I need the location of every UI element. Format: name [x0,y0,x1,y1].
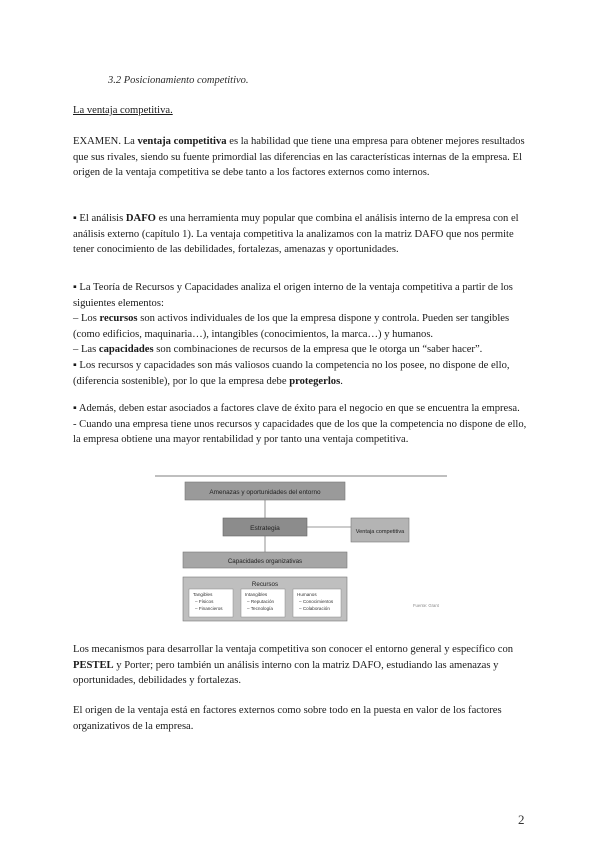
diagram-label-advantage: Ventaja competitiva [355,529,405,535]
diagram-intangible-item-2: – Tecnología [247,606,273,611]
paragraph-origin: El origen de la ventaja está en factores externos como sobre todo en la puesta en valor de los factores organizativos de la empresa. [73,705,502,732]
subheading: La ventaja competitiva. [73,105,173,116]
diagram-human-item-1: – Conocimientos [299,599,334,604]
diagram-human-title: Humanos [297,592,317,597]
section-title: 3.2 Posicionamiento competitivo. [108,75,249,86]
paragraph-mechanisms: Los mecanismos para desarrollar la ventaja competitiva son conocer el entorno general y específico con PESTEL y Porter; pero también un análisis interno con la matriz DAFO, estudiando las amenazas y oportunidades, debilidades y fortalezas. [73,644,514,687]
key-factors-advantage: - Cuando una empresa tiene unos recursos y capacidades que de los que la competencia no dispone de ello, la empresa obtiene una mayor rentabilidad y por tanto una ventaja competitiva. [73,418,527,446]
diagram-tangible-item-2: – Financieros [195,606,223,611]
list-item-proteccion: ▪ Los recursos y capacidades son más valiosos cuando la competencia no los posee, no dispone de ello, (diferencia sostenible), por lo que la empresa debe protegerlos. [73,359,510,387]
diagram-label-strategy: Estrategia [250,525,280,532]
list-item-capacidades: – Las capacidades son combinaciones de recursos de la empresa que le otorga un “saber hacer”. [73,344,483,356]
diagram-source: Fuente: Grant [413,603,439,608]
paragraph-definition: EXAMEN. La ventaja competitiva es la habilidad que tiene una empresa para obtener mejores resultados que sus rivales, siendo su fuente primordial las diferencias en las características internas de la empresa. El origen de la ventaja competitiva se debe tanto a los factores externos como internos. [73,136,525,179]
diagram-intangible-item-1: – Reputación [247,599,275,604]
diagram-label-environment: Amenazas y oportunidades del entorno [209,489,321,496]
diagram-label-capacities: Capacidades organizativas [227,558,303,565]
key-factors-line: ▪ Además, deben estar asociados a factores clave de éxito para el negocio en que se encuentra la empresa. [73,403,520,414]
resources-theory-intro: ▪ La Teoría de Recursos y Capacidades analiza el origen interno de la ventaja competitiva a partir de los siguientes elementos: [73,282,513,309]
competitive-advantage-diagram [155,474,449,626]
paragraph-dafo: ▪ El análisis DAFO es una herramienta muy popular que combina el análisis interno de la empresa con el análisis externo (capítulo 1). La ventaja competitiva la analizamos con la matriz DAFO que nos permite tener conocimiento de las debilidades, fortalezas, amenazas y oportunidades. [73,213,519,256]
list-item-recursos: – Los recursos son activos individuales de los que la empresa dispone y controla. Pueden ser tangibles (como edificios, maquinaria…), intangibles (conocimientos, la marca…) y humanos. [73,313,510,340]
page-number: 2 [518,812,525,827]
paragraph-resources-theory [73,280,531,389]
diagram-intangible-title: Intangibles [245,592,268,597]
diagram-human-item-2: – Colaboración [299,606,330,611]
paragraph-key-factors [73,401,531,448]
diagram-tangible-item-1: – Físicos [195,599,214,604]
diagram-label-resources: Recursos [251,581,279,588]
diagram-tangible-title: Tangibles [193,592,213,597]
